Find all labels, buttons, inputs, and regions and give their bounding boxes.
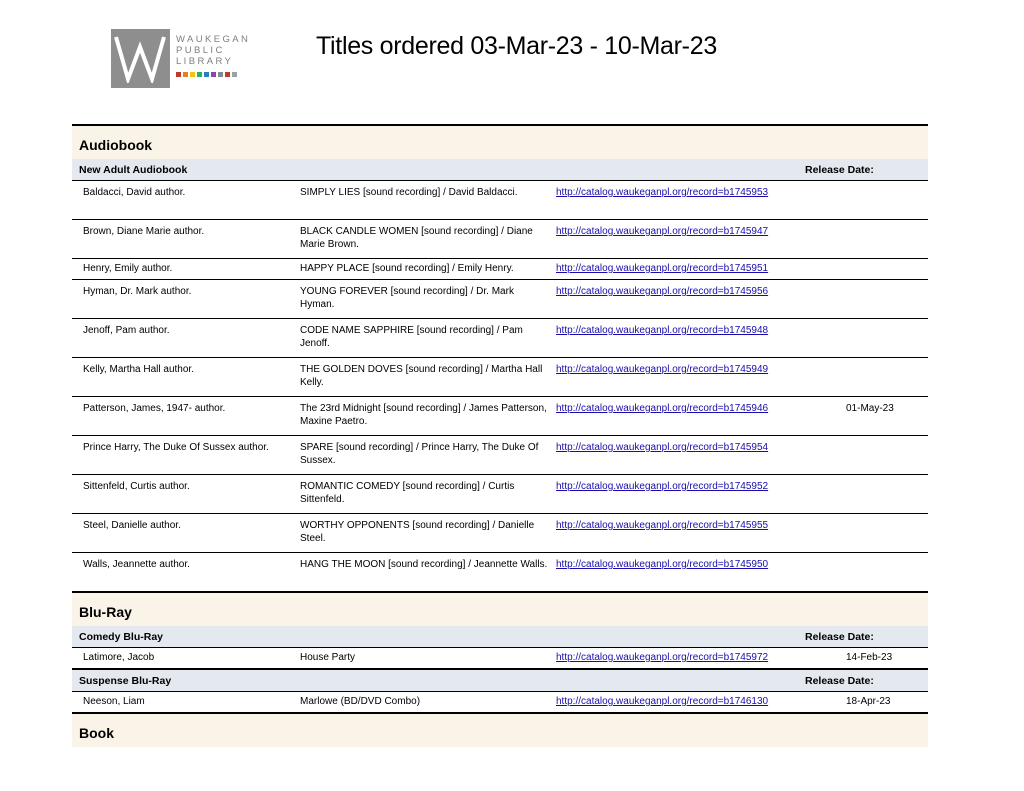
logo-dot [204, 72, 209, 77]
title-cell: SIMPLY LIES [sound recording] / David Baldacci. [300, 187, 518, 198]
logo-text: WAUKEGAN PUBLIC LIBRARY [176, 34, 251, 67]
author-cell: Baldacci, David author. [83, 187, 186, 198]
subsection-header [72, 670, 928, 691]
table-row [72, 474, 928, 513]
section-name: Blu-Ray [79, 604, 132, 620]
title-cell: WORTHY OPPONENTS [sound recording] / Danielle Steel. [300, 520, 535, 544]
section-name: Audiobook [79, 137, 153, 153]
author-cell: Walls, Jeannette author. [83, 559, 190, 570]
catalog-link[interactable]: http://catalog.waukeganpl.org/record=b1745951 [556, 263, 769, 274]
catalog-link[interactable]: http://catalog.waukeganpl.org/record=b1745946 [556, 403, 769, 414]
library-logo [111, 29, 261, 89]
catalog-link[interactable]: http://catalog.waukeganpl.org/record=b1746130 [556, 696, 769, 707]
release-date-cell: 01-May-23 [846, 403, 894, 414]
title-cell: SPARE [sound recording] / Prince Harry, The Duke Of Sussex. [300, 442, 539, 466]
logo-dot [183, 72, 188, 77]
title-cell: The 23rd Midnight [sound recording] / James Patterson, Maxine Paetro. [300, 403, 547, 427]
logo-dot [225, 72, 230, 77]
author-cell: Patterson, James, 1947- author. [83, 403, 226, 414]
logo-dot [190, 72, 195, 77]
logo-dot [232, 72, 237, 77]
section-header [72, 124, 928, 159]
author-cell: Kelly, Martha Hall author. [83, 364, 194, 375]
title-cell: HANG THE MOON [sound recording] / Jeannette Walls. [300, 559, 548, 570]
catalog-link[interactable]: http://catalog.waukeganpl.org/record=b1745949 [556, 364, 769, 375]
section-header [72, 593, 928, 626]
title-cell: ROMANTIC COMEDY [sound recording] / Curtis Sittenfeld. [300, 481, 515, 505]
subsection-name: New Adult Audiobook [79, 164, 188, 176]
catalog-link[interactable]: http://catalog.waukeganpl.org/record=b1745953 [556, 187, 769, 198]
catalog-link[interactable]: http://catalog.waukeganpl.org/record=b1745972 [556, 652, 769, 663]
title-cell: House Party [300, 652, 356, 663]
table-row [72, 435, 928, 474]
logo-w-mark [111, 29, 170, 88]
author-cell: Steel, Danielle author. [83, 520, 181, 531]
subsection-name: Comedy Blu-Ray [79, 631, 164, 643]
table-row [72, 691, 928, 714]
catalog-link[interactable]: http://catalog.waukeganpl.org/record=b1745952 [556, 481, 769, 492]
table-row [72, 219, 928, 258]
table-row [72, 258, 928, 279]
section-name: Book [79, 725, 114, 741]
catalog-link[interactable]: http://catalog.waukeganpl.org/record=b1745955 [556, 520, 769, 531]
catalog-link[interactable]: http://catalog.waukeganpl.org/record=b1745947 [556, 226, 769, 237]
table-row [72, 396, 928, 435]
release-date-header: Release Date: [805, 675, 874, 687]
catalog-link[interactable]: http://catalog.waukeganpl.org/record=b1745948 [556, 325, 769, 336]
table-row [72, 357, 928, 396]
subsection-header [72, 159, 928, 180]
section-header [72, 714, 928, 747]
subsection-name: Suspense Blu-Ray [79, 675, 172, 687]
author-cell: Brown, Diane Marie author. [83, 226, 205, 237]
logo-dot [218, 72, 223, 77]
table-row [72, 279, 928, 318]
report-table [72, 124, 928, 747]
catalog-link[interactable]: http://catalog.waukeganpl.org/record=b1745950 [556, 559, 769, 570]
author-cell: Neeson, Liam [83, 696, 145, 707]
release-date-cell: 14-Feb-23 [846, 652, 893, 663]
title-cell: CODE NAME SAPPHIRE [sound recording] / Pam Jenoff. [300, 325, 523, 349]
release-date-header: Release Date: [805, 164, 874, 176]
author-cell: Hyman, Dr. Mark author. [83, 286, 192, 297]
table-row [72, 552, 928, 593]
table-row [72, 318, 928, 357]
title-cell: HAPPY PLACE [sound recording] / Emily Henry. [300, 263, 514, 274]
table-row [72, 513, 928, 552]
logo-dot [197, 72, 202, 77]
title-cell: THE GOLDEN DOVES [sound recording] / Martha Hall Kelly. [300, 364, 543, 388]
logo-color-dots [176, 72, 237, 77]
release-date-cell: 18-Apr-23 [846, 696, 891, 707]
author-cell: Jenoff, Pam author. [83, 325, 170, 336]
author-cell: Sittenfeld, Curtis author. [83, 481, 190, 492]
title-cell: Marlowe (BD/DVD Combo) [300, 696, 421, 707]
release-date-header: Release Date: [805, 631, 874, 643]
title-cell: YOUNG FOREVER [sound recording] / Dr. Mark Hyman. [300, 286, 514, 310]
logo-dot [176, 72, 181, 77]
catalog-link[interactable]: http://catalog.waukeganpl.org/record=b1745956 [556, 286, 769, 297]
author-cell: Henry, Emily author. [83, 263, 173, 274]
page-title: Titles ordered 03-Mar-23 - 10-Mar-23 [316, 32, 717, 60]
logo-dot [211, 72, 216, 77]
author-cell: Prince Harry, The Duke Of Sussex author. [83, 442, 269, 453]
catalog-link[interactable]: http://catalog.waukeganpl.org/record=b1745954 [556, 442, 769, 453]
table-row [72, 647, 928, 670]
author-cell: Latimore, Jacob [83, 652, 155, 663]
table-row [72, 180, 928, 219]
subsection-header [72, 626, 928, 647]
title-cell: BLACK CANDLE WOMEN [sound recording] / Diane Marie Brown. [300, 226, 533, 250]
logo-w-icon [114, 33, 167, 83]
